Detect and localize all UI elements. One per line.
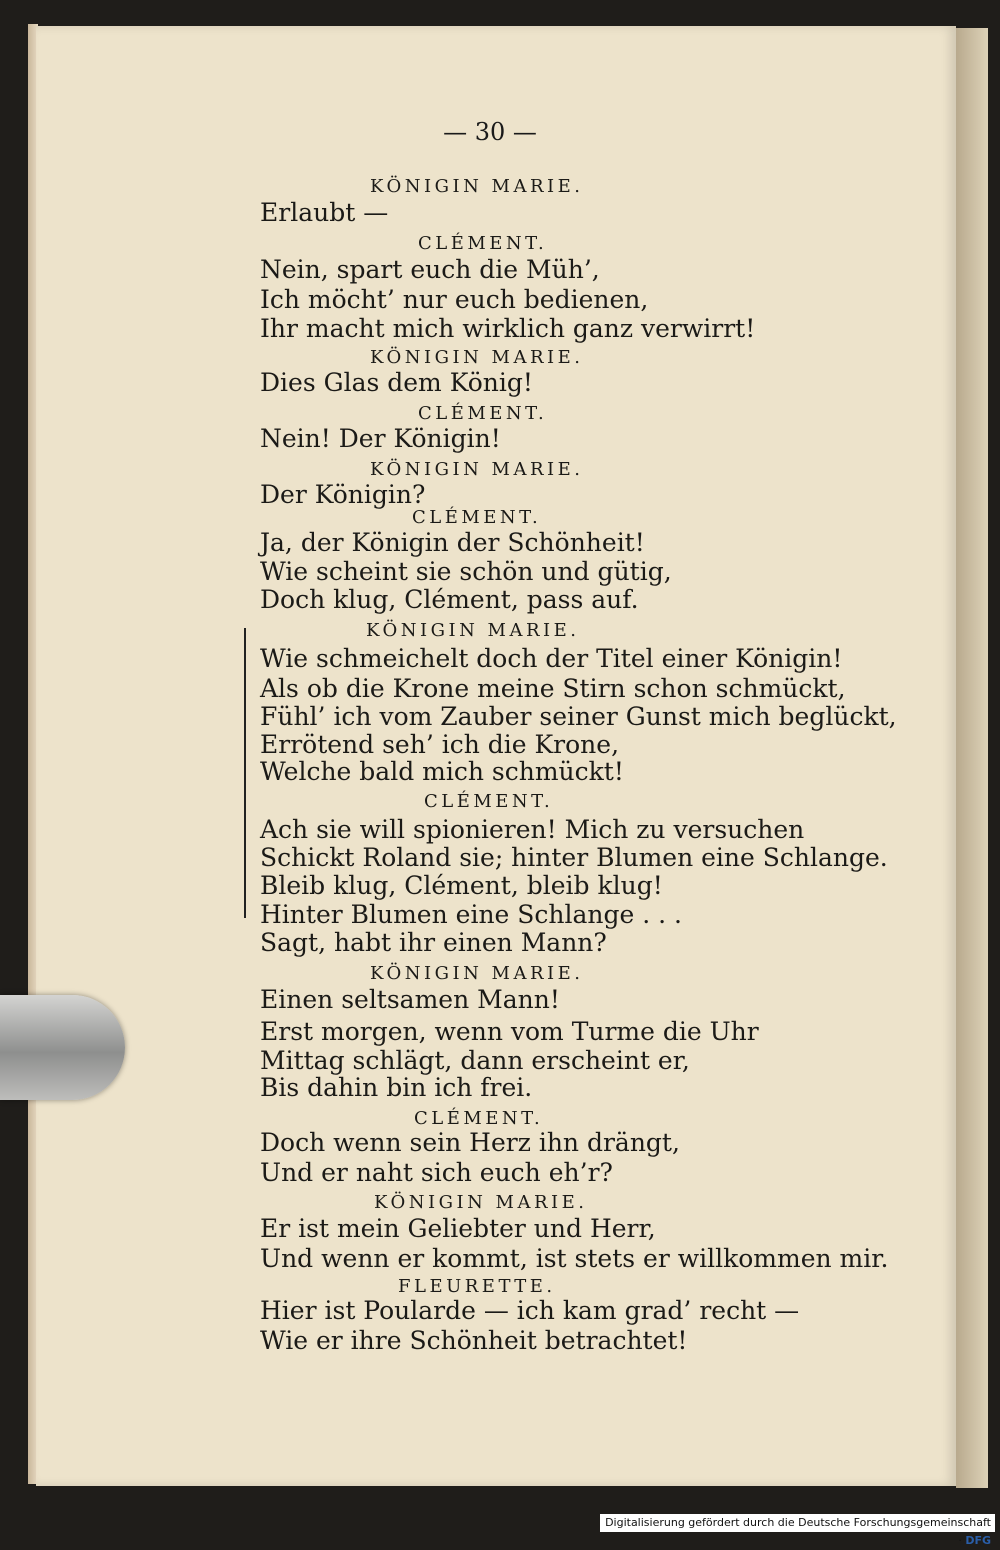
verse-line: Schickt Roland sie; hinter Blumen eine Schlange. — [260, 843, 888, 872]
speaker-name: KÖNIGIN MARIE. — [374, 1192, 588, 1213]
verse-line: Doch klug, Clément, pass auf. — [260, 585, 639, 614]
verse-line: Dies Glas dem König! — [260, 368, 533, 397]
speaker-name: KÖNIGIN MARIE. — [370, 176, 584, 197]
speaker-name: CLÉMENT. — [412, 507, 542, 528]
verse-line: Wie scheint sie schön und gütig, — [260, 557, 672, 586]
speaker-name: CLÉMENT. — [418, 403, 548, 424]
verse-line: Errötend seh’ ich die Krone, — [260, 730, 620, 759]
speaker-name: CLÉMENT. — [418, 233, 548, 254]
digitization-footer — [600, 1514, 995, 1547]
verse-line: Und wenn er kommt, ist stets er willkommen mir. — [260, 1244, 889, 1273]
verse-line: Sagt, habt ihr einen Mann? — [260, 928, 607, 957]
speaker-name: CLÉMENT. — [414, 1108, 544, 1129]
verse-line: Ihr macht mich wirklich ganz verwirrt! — [260, 314, 756, 343]
speaker-name: KÖNIGIN MARIE. — [370, 347, 584, 368]
verse-line: Ja, der Königin der Schönheit! — [260, 528, 645, 557]
speaker-name: KÖNIGIN MARIE. — [370, 963, 584, 984]
verse-line: Bis dahin bin ich frei. — [260, 1073, 533, 1102]
verse-line: Welche bald mich schmückt! — [260, 757, 624, 786]
verse-line: Bleib klug, Clément, bleib klug! — [260, 871, 663, 900]
dfg-logo: DFG — [965, 1534, 991, 1547]
speaker-name: FLEURETTE. — [398, 1276, 556, 1297]
page-clip — [0, 995, 125, 1100]
footer-text: Digitalisierung gefördert durch die Deutsche Forschungsgemeinschaft · — [605, 1516, 991, 1547]
verse-line: Fühl’ ich vom Zauber seiner Gunst mich beglückt, — [260, 702, 897, 731]
verse-line: Ich möcht’ nur euch bedienen, — [260, 285, 649, 314]
verse-line: Doch wenn sein Herz ihn drängt, — [260, 1128, 680, 1157]
speaker-name: CLÉMENT. — [424, 791, 554, 812]
verse-line: Nein! Der Königin! — [260, 424, 501, 453]
verse-line: Erlaubt — — [260, 198, 389, 227]
book-right-edge — [956, 28, 988, 1488]
verse-line: Er ist mein Geliebter und Herr, — [260, 1214, 656, 1243]
verse-line: Mittag schlägt, dann erscheint er, — [260, 1046, 690, 1075]
verse-line: Der Königin? — [260, 480, 426, 509]
speaker-name: KÖNIGIN MARIE. — [370, 459, 584, 480]
verse-line: Hier ist Poularde — ich kam grad’ recht — — [260, 1296, 800, 1325]
page-number: — 30 — — [443, 118, 537, 146]
marginal-bracket — [244, 628, 256, 918]
verse-line: Hinter Blumen eine Schlange . . . — [260, 900, 682, 929]
verse-line: Wie er ihre Schönheit betrachtet! — [260, 1326, 688, 1355]
verse-line: Wie schmeichelt doch der Titel einer Königin! — [260, 644, 843, 673]
verse-line: Als ob die Krone meine Stirn schon schmückt, — [260, 674, 846, 703]
verse-line: Nein, spart euch die Müh’, — [260, 255, 600, 284]
speaker-name: KÖNIGIN MARIE. — [366, 620, 580, 641]
verse-line: Ach sie will spionieren! Mich zu versuchen — [260, 815, 805, 844]
verse-line: Und er naht sich euch eh’r? — [260, 1158, 613, 1187]
verse-line: Erst morgen, wenn vom Turme die Uhr — [260, 1017, 759, 1046]
verse-line: Einen seltsamen Mann! — [260, 985, 560, 1014]
